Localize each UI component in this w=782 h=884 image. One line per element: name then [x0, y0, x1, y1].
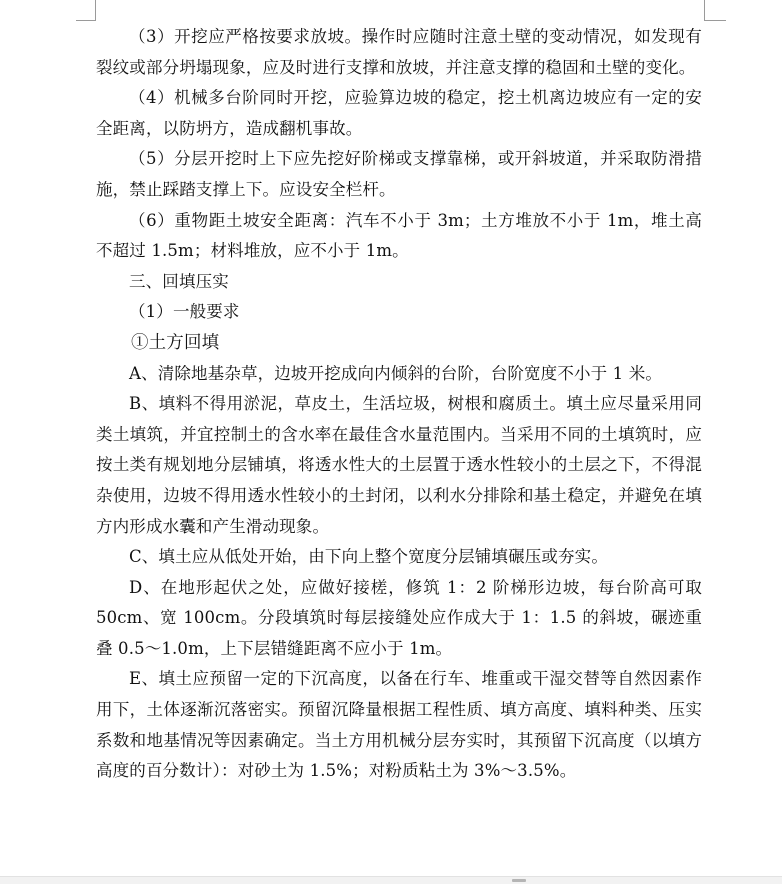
- paragraph-item-b: B、填料不得用淤泥，草皮土，生活垃圾，树根和腐质土。填土应尽量采用同类土填筑，并宜控制土的含水率在最佳含水量范围内。当采用不同的土填筑时，应按土类有规划地分层铺填，将透水性大的土层置于透水性较小的土层之下，不得混杂使用，边坡不得用透水性较小的土封闭，以利水分排除和基土稳定，并避免在填方内形成水囊和产生滑动现象。: [96, 394, 702, 536]
- paragraph-machine-multi-step: （4）机械多台阶同时开挖，应验算边坡的稳定，挖土机离边坡应有一定的安全距离，以防坍方，造成翻机事故。: [96, 88, 702, 138]
- crop-mark-left-vertical: [95, 0, 96, 20]
- item-heading-earth-backfill: ①土方回填: [131, 332, 220, 353]
- paragraph-item-d: D、在地形起伏之处，应做好接槎，修筑 1：2 阶梯形边坡，每台阶高可取 50cm、宽 100cm。分段填筑时每层接缝处应作成大于 1：1.5 的斜坡，碾迹重叠 0.5～1.0m，上下层错缝距离不应小于 1m。: [96, 577, 702, 658]
- scrollbar-thumb[interactable]: [512, 879, 526, 882]
- crop-mark-right-vertical: [704, 0, 705, 20]
- document-page[interactable]: [96, 22, 702, 787]
- subsection-heading-general: （1）一般要求: [129, 302, 240, 322]
- paragraph-safe-distance: （6）重物距土坡安全距离：汽车不小于 3m；土方堆放不小于 1m，堆土高不超过 1.5m；材料堆放，应不小于 1m。: [96, 210, 702, 261]
- paragraph-item-a: A、清除地基杂草，边坡开挖成向内倾斜的台阶，台阶宽度不小于 1 米。: [129, 363, 663, 383]
- paragraph-excavation-slope: （3）开挖应严格按要求放坡。操作时应随时注意土壁的变动情况，如发现有裂纹或部分坍塌现象，应及时进行支撑和放坡，并注意支撑的稳固和土壁的变化。: [96, 27, 702, 77]
- paragraph-item-e: E、填土应预留一定的下沉高度，以备在行车、堆重或干湿交替等自然因素作用下，土体逐渐沉落密实。预留沉降量根据工程性质、填方高度、填料种类、压实系数和地基情况等因素确定。当土方用机械分层夯实时，其预留下沉高度（以填方高度的百分数计）：对砂土为 1.5%；对粉质粘土为 3%～3.5%。: [96, 669, 702, 781]
- paragraph-layered-excavation: （5）分层开挖时上下应先挖好阶梯或支撑靠梯，或开斜坡道，并采取防滑措施，禁止踩踏支撑上下。应设安全栏杆。: [96, 149, 702, 199]
- paragraph-item-c: C、填土应从低处开始，由下向上整个宽度分层铺填碾压或夯实。: [129, 547, 608, 567]
- crop-mark-left-horizontal: [76, 20, 96, 21]
- crop-mark-right-horizontal: [704, 20, 726, 21]
- section-heading-backfill: 三、回填压实: [129, 271, 229, 291]
